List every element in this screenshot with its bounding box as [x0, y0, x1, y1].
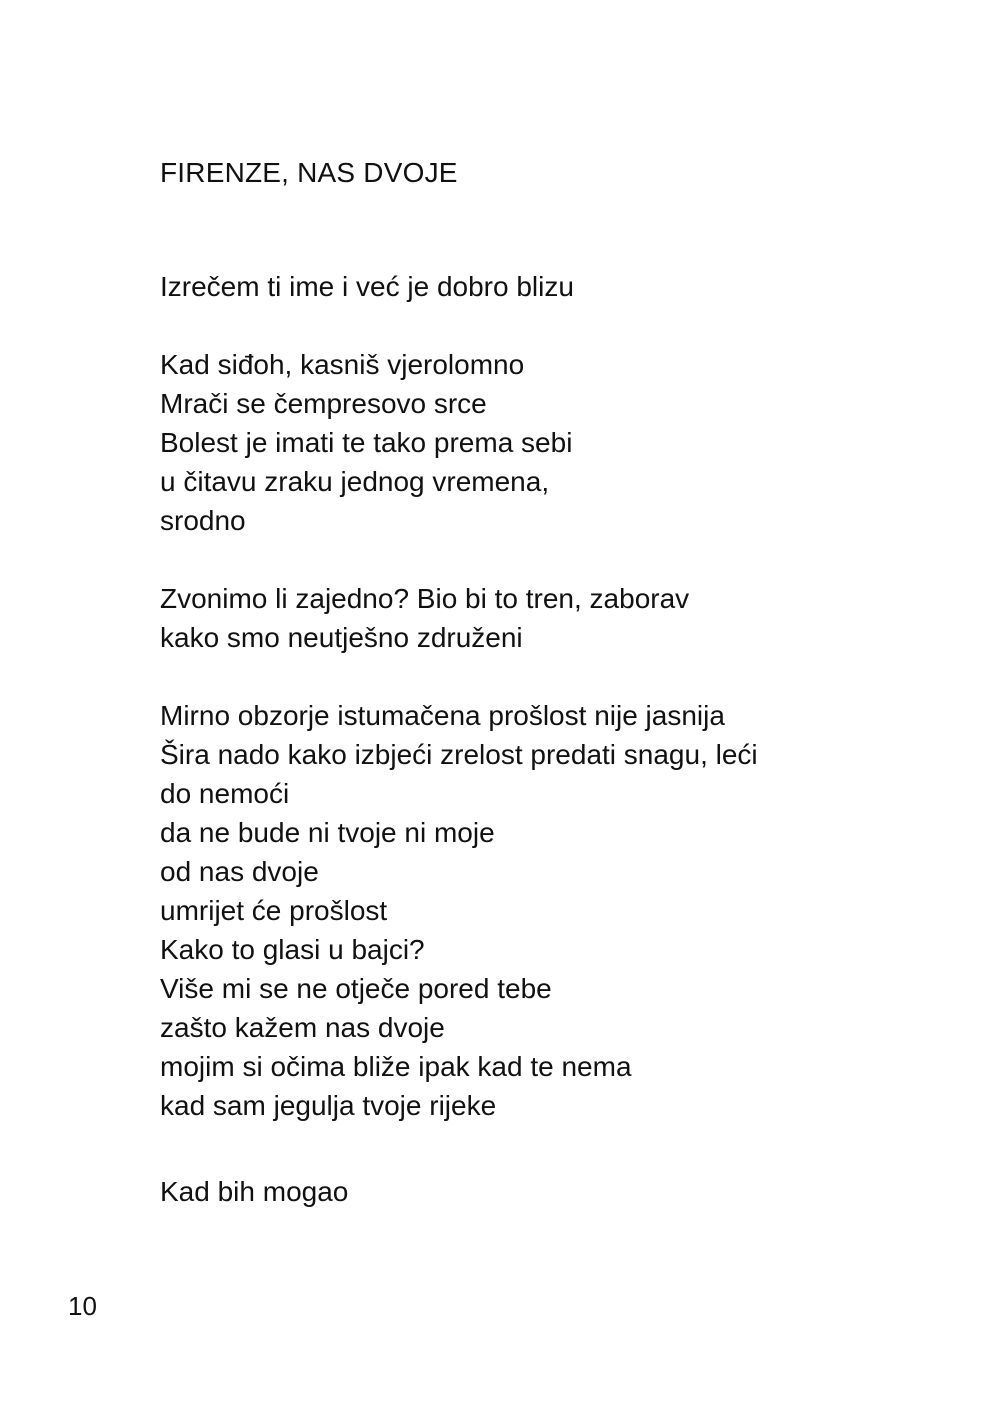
poem-line: Zvonimo li zajedno? Bio bi to tren, zaborav [160, 583, 690, 614]
poem-line: Kad bih mogao [160, 1176, 349, 1207]
stanza-2 [160, 345, 860, 540]
page-number: 10 [68, 1291, 97, 1321]
stanza-4 [160, 696, 860, 1125]
poem-line: do nemoći [160, 778, 290, 809]
poem-line: Izrečem ti ime i već je dobro blizu [160, 271, 574, 302]
poem-line: mojim si očima bliže ipak kad te nema [160, 1051, 632, 1082]
poem-line: Mrači se čempresovo srce [160, 388, 487, 419]
stanza-1 [160, 267, 860, 306]
poem-line: Mirno obzorje istumačena prošlost nije jasnija [160, 700, 725, 731]
poem-line: kad sam jegulja tvoje rijeke [160, 1090, 497, 1121]
stanza-3 [160, 579, 860, 657]
poem-line: da ne bude ni tvoje ni moje [160, 817, 495, 848]
poem-line: Bolest je imati te tako prema sebi [160, 427, 573, 458]
poem-line: kako smo neutješno združeni [160, 622, 523, 653]
poem-line: Kako to glasi u bajci? [160, 934, 425, 965]
poem-title: FIRENZE, NAS DVOJE [160, 157, 458, 188]
stanza-5 [160, 1172, 860, 1211]
poem-line: Šira nado kako izbjeći zrelost predati snagu, leći [160, 739, 758, 770]
poem-line: Kad siđoh, kasniš vjerolomno [160, 349, 525, 380]
poem-line: u čitavu zraku jednog vremena, [160, 466, 550, 497]
poem-line: umrijet će prošlost [160, 895, 388, 926]
poem [160, 153, 860, 1211]
poem-line: srodno [160, 505, 246, 536]
poem-line: Više mi se ne otječe pored tebe [160, 973, 552, 1004]
poem-line: zašto kažem nas dvoje [160, 1012, 445, 1043]
poem-line: od nas dvoje [160, 856, 319, 887]
